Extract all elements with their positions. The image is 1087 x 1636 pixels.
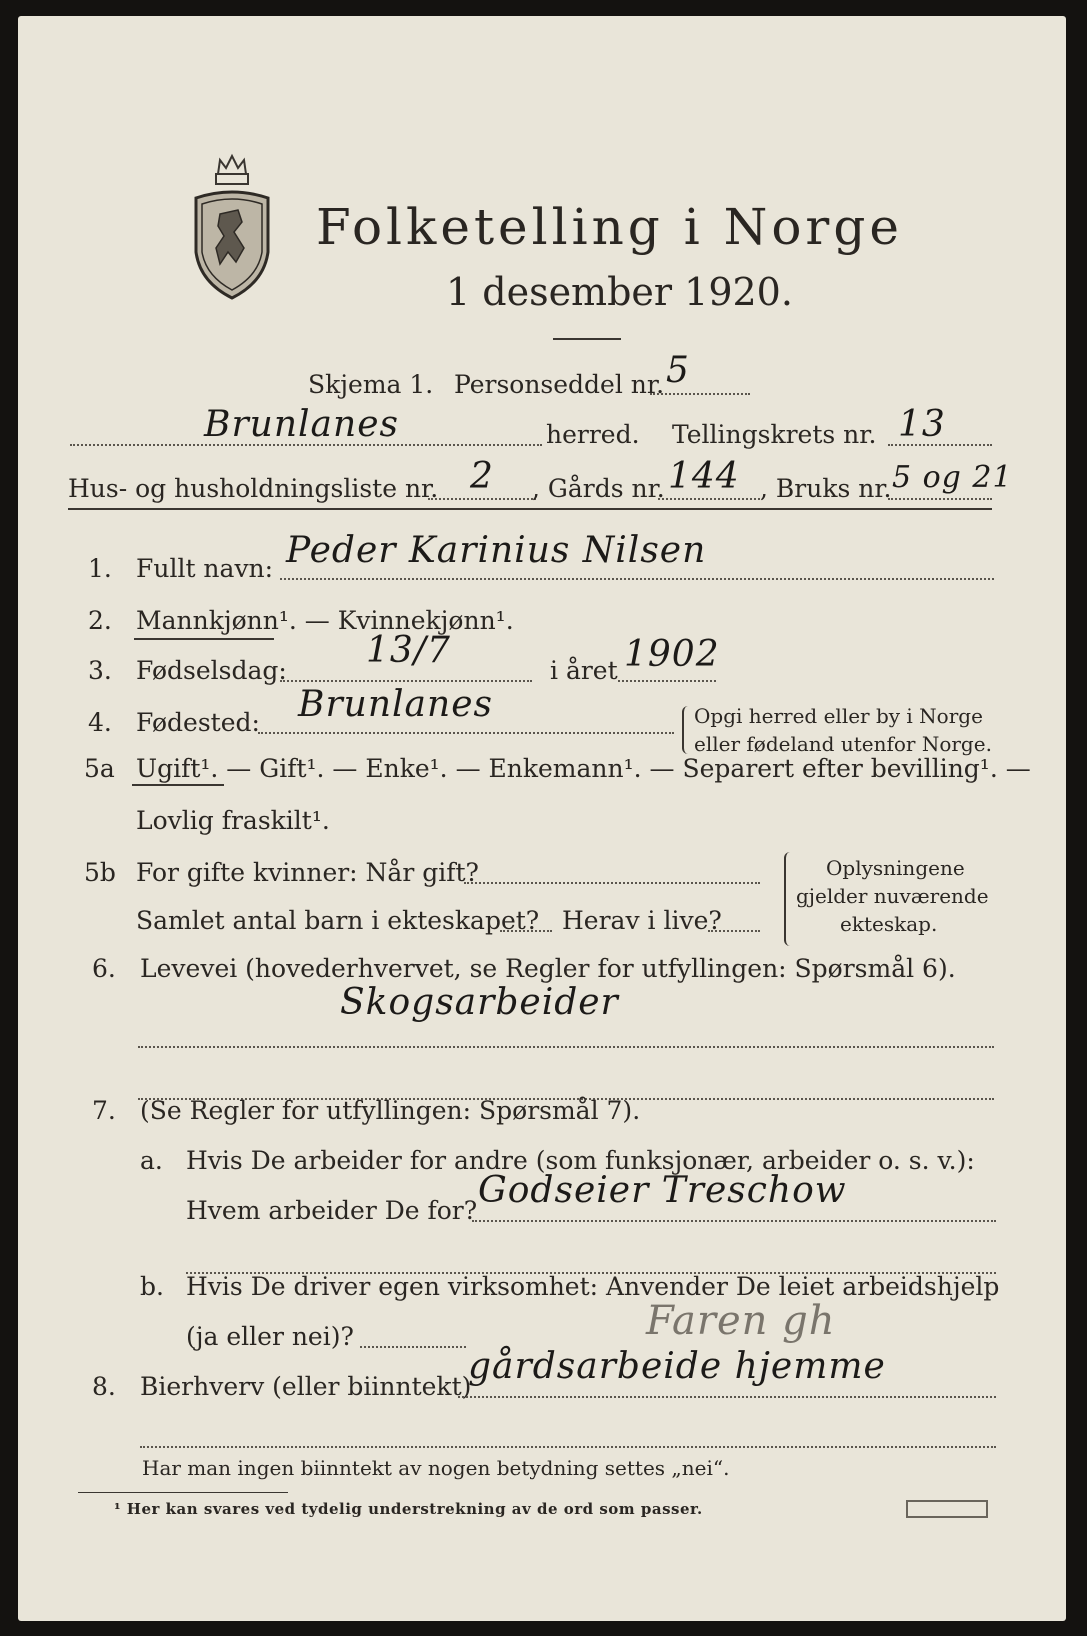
q5a-number: 5a — [84, 754, 115, 783]
q1-number: 1. — [88, 554, 112, 583]
q7a-line1: Hvis De arbeider for andre (som funksjonær, arbeider o. s. v.): — [186, 1146, 975, 1175]
q7a-line — [472, 1220, 996, 1222]
printer-stamp — [906, 1500, 988, 1518]
q7-label: (Se Regler for utfyllingen: Spørsmål 7). — [140, 1096, 641, 1125]
q7a-employer[interactable]: Godseier Treschow — [478, 1170, 847, 1211]
hus-label: Hus- og husholdningsliste nr. — [68, 474, 439, 503]
q7b-answer[interactable]: Faren gh — [646, 1298, 836, 1344]
q4-line — [258, 732, 674, 734]
gards-value[interactable]: 144 — [668, 456, 740, 497]
q5a-underline-ugift — [132, 784, 224, 786]
q5a-marital-options-cont: Lovlig fraskilt¹. — [136, 806, 330, 835]
q1-full-name[interactable]: Peder Karinius Nilsen — [286, 530, 707, 571]
personseddel-line — [650, 393, 750, 395]
q4-label: Fødested: — [136, 708, 260, 737]
gards-label: , Gårds nr. — [532, 474, 665, 503]
q1-line — [280, 578, 994, 580]
q3-label: Fødselsdag: — [136, 656, 287, 685]
q7b-letter: b. — [140, 1272, 164, 1301]
q5a-marital-options: Ugift¹. — Gift¹. — Enke¹. — Enkemann¹. — Separert efter bevilling¹. — — [136, 754, 1031, 783]
q7a-letter: a. — [140, 1146, 163, 1175]
q7b-yes-no-label: (ja eller nei)? — [186, 1322, 354, 1351]
q4-note-line2: eller fødeland utenfor Norge. — [694, 732, 992, 756]
q6-number: 6. — [92, 954, 116, 983]
q5b-note-line3: ekteskap. — [840, 912, 938, 936]
q4-note-line1: Opgi herred eller by i Norge — [694, 704, 983, 728]
skjema-label: Skjema 1. — [308, 370, 434, 399]
q3-year-label: i året — [550, 656, 618, 685]
form-date: 1 desember 1920. — [446, 270, 793, 314]
q8-number: 8. — [92, 1372, 116, 1401]
tellingskrets-line — [888, 444, 992, 446]
q5b-when-married-label: For gifte kvinner: Når gift? — [136, 858, 479, 887]
q7-number: 7. — [92, 1096, 116, 1125]
bruks-label: , Bruks nr. — [760, 474, 892, 503]
hus-line — [428, 498, 536, 500]
bruks-line — [888, 498, 992, 500]
q4-note-bracket — [682, 706, 690, 754]
q4-birthplace[interactable]: Brunlanes — [298, 684, 493, 725]
q2-underline-mannkjonn — [134, 638, 274, 640]
q8-line — [458, 1396, 996, 1398]
q5b-note-bracket — [784, 852, 792, 946]
q8-note: Har man ingen biinntekt av nogen betydning settes „nei“. — [142, 1456, 730, 1480]
q5b-number: 5b — [84, 858, 116, 887]
gards-line — [658, 498, 760, 500]
personseddel-label: Personseddel nr. — [454, 370, 665, 399]
q5b-alive-line[interactable] — [708, 930, 760, 932]
q8-line2 — [140, 1446, 996, 1448]
q5b-note-line2: gjelder nuværende — [796, 884, 989, 908]
bruks-value[interactable]: 5 og 21 — [892, 460, 1013, 495]
q8-side-income[interactable]: gårdsarbeide hjemme — [468, 1346, 886, 1387]
herred-label: herred. — [546, 420, 640, 449]
q3-birth-year[interactable]: 1902 — [624, 634, 720, 675]
q8-label: Bierhverv (eller biinntekt) — [140, 1372, 472, 1401]
herred-value[interactable]: Brunlanes — [204, 404, 399, 445]
q7a-employer-label: Hvem arbeider De for? — [186, 1196, 478, 1225]
q7b-line1: Hvis De driver egen virksomhet: Anvender De leiet arbeidshjelp — [186, 1272, 1000, 1301]
form-title: Folketelling i Norge — [316, 198, 903, 256]
hus-value[interactable]: 2 — [470, 456, 494, 497]
q5b-children-line[interactable] — [500, 930, 552, 932]
q6-occupation[interactable]: Skogsarbeider — [340, 982, 619, 1023]
q5b-when-married-line[interactable] — [464, 882, 760, 884]
title-divider — [553, 338, 621, 340]
herred-line — [70, 444, 542, 446]
q2-gender-options: Mannkjønn¹. — Kvinnekjønn¹. — [136, 606, 514, 635]
census-form-sheet — [18, 16, 1066, 1621]
q5b-alive-label: Herav i live? — [562, 906, 722, 935]
q3-number: 3. — [88, 656, 112, 685]
q2-number: 2. — [88, 606, 112, 635]
footnote-divider — [78, 1492, 288, 1493]
footnote: ¹ Her kan svares ved tydelig understrekning av de ord som passer. — [114, 1500, 703, 1518]
tellingskrets-value[interactable]: 13 — [898, 404, 946, 445]
q3-date-line — [280, 680, 532, 682]
q5b-note-line1: Oplysningene — [826, 856, 965, 880]
q3-year-line — [618, 680, 716, 682]
header-divider — [68, 508, 992, 510]
q3-birthdate[interactable]: 13/7 — [366, 630, 451, 671]
tellingskrets-label: Tellingskrets nr. — [672, 420, 877, 449]
q1-label: Fullt navn: — [136, 554, 274, 583]
q5b-children-label: Samlet antal barn i ekteskapet? — [136, 906, 540, 935]
q6-label: Levevei (hovederhvervet, se Regler for utfyllingen: Spørsmål 6). — [140, 954, 956, 983]
norway-coat-of-arms-icon — [190, 152, 274, 302]
q4-number: 4. — [88, 708, 112, 737]
q7b-line — [360, 1346, 466, 1348]
personseddel-value[interactable]: 5 — [666, 350, 690, 391]
q6-line1 — [138, 1046, 994, 1048]
